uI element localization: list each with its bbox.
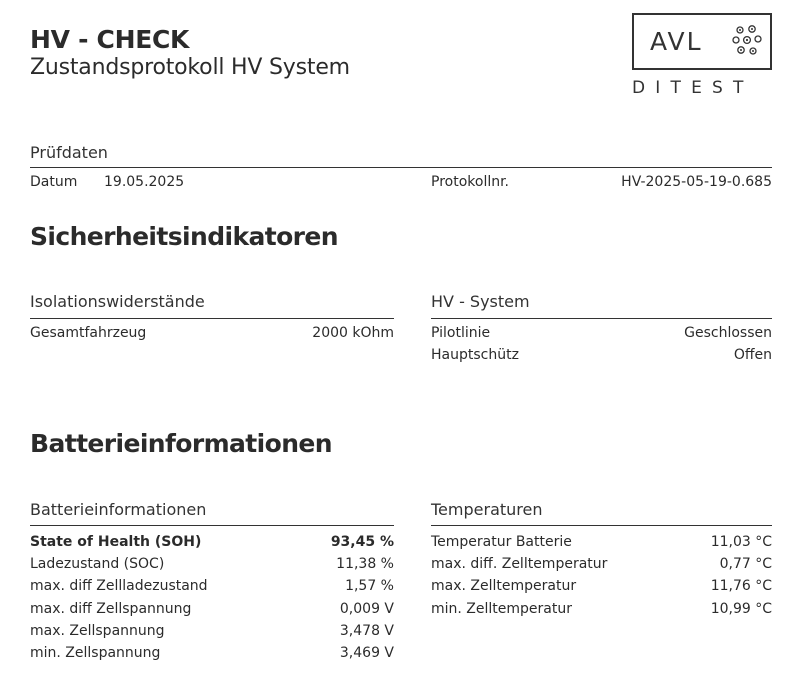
battery-info-rule bbox=[30, 525, 394, 526]
hv-system-table bbox=[431, 323, 772, 365]
table-row bbox=[431, 599, 772, 619]
temperatures-label: Temperaturen bbox=[431, 500, 543, 519]
row-label: Ladezustand (SOC) bbox=[30, 556, 165, 573]
row-label: max. Zelltemperatur bbox=[431, 578, 577, 595]
row-label: min. Zellspannung bbox=[30, 644, 161, 661]
isolation-rule bbox=[30, 318, 394, 319]
protocol-value: HV-2025-05-19-0.685 bbox=[621, 174, 772, 190]
battery-heading: Batterieinformationen bbox=[30, 429, 332, 458]
avl-logo bbox=[632, 13, 772, 70]
row-value: 11,76 °C bbox=[710, 578, 772, 595]
temperatures-rule bbox=[431, 525, 772, 526]
document-subtitle: Zustandsprotokoll HV System bbox=[30, 55, 350, 80]
table-row bbox=[431, 532, 772, 552]
battery-info-table bbox=[30, 532, 394, 663]
date-label: Datum bbox=[30, 174, 78, 190]
isolation-table bbox=[30, 323, 394, 343]
protocol-label: Protokollnr. bbox=[431, 174, 510, 190]
row-value: 11,03 °C bbox=[710, 534, 772, 550]
row-value: 0,77 °C bbox=[719, 556, 772, 573]
table-row bbox=[30, 599, 394, 619]
row-label: max. diff Zellspannung bbox=[30, 600, 192, 617]
row-value: 10,99 °C bbox=[710, 600, 772, 617]
row-label: max. diff. Zelltemperatur bbox=[431, 556, 608, 573]
temperatures-table bbox=[431, 532, 772, 619]
row-label: State of Health (SOH) bbox=[30, 534, 202, 550]
table-row bbox=[30, 621, 394, 641]
table-row bbox=[30, 554, 394, 574]
table-row bbox=[30, 323, 394, 343]
table-row bbox=[30, 532, 394, 552]
battery-info-label: Batterieinformationen bbox=[30, 500, 207, 519]
table-row bbox=[30, 643, 394, 663]
avl-mark-icon bbox=[732, 24, 762, 58]
row-value: Geschlossen bbox=[684, 325, 772, 341]
row-label: max. Zellspannung bbox=[30, 622, 165, 639]
hv-system-rule bbox=[431, 318, 772, 319]
row-value: 3,469 V bbox=[339, 644, 394, 661]
row-value: 0,009 V bbox=[339, 600, 394, 617]
table-row bbox=[431, 345, 772, 365]
isolation-label: Isolationswiderstände bbox=[30, 292, 205, 311]
logo-text: AVL bbox=[650, 27, 703, 56]
pruefdaten-rule bbox=[30, 167, 772, 168]
document-title: HV - CHECK bbox=[30, 25, 190, 54]
row-label: min. Zelltemperatur bbox=[431, 600, 572, 617]
table-row bbox=[431, 323, 772, 343]
row-value: 11,38 % bbox=[336, 556, 394, 573]
row-label: Temperatur Batterie bbox=[431, 534, 572, 550]
table-row bbox=[431, 576, 772, 596]
logo-subtitle: DITEST bbox=[632, 78, 754, 98]
row-value: 2000 kOhm bbox=[312, 325, 394, 341]
date-value: 19.05.2025 bbox=[104, 174, 185, 190]
row-label: Hauptschütz bbox=[431, 347, 519, 363]
row-value: 93,45 % bbox=[330, 534, 394, 550]
row-label: max. diff Zellladezustand bbox=[30, 578, 208, 595]
table-row bbox=[431, 554, 772, 574]
row-value: 1,57 % bbox=[345, 578, 394, 595]
table-row bbox=[30, 576, 394, 596]
row-label: Pilotlinie bbox=[431, 325, 491, 341]
pruefdaten-label: Prüfdaten bbox=[30, 143, 108, 162]
safety-heading: Sicherheitsindikatoren bbox=[30, 222, 338, 251]
row-value: Offen bbox=[733, 347, 772, 363]
row-label: Gesamtfahrzeug bbox=[30, 325, 147, 341]
row-value: 3,478 V bbox=[339, 622, 394, 639]
hv-system-label: HV - System bbox=[431, 292, 530, 311]
